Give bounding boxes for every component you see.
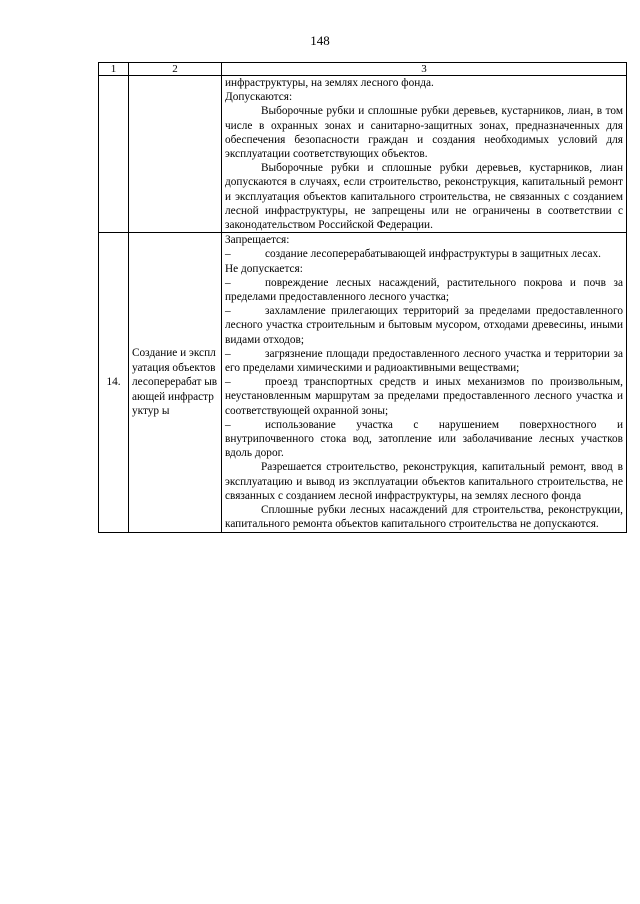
dash-marker: – <box>225 276 231 289</box>
dash-marker: – <box>225 376 231 389</box>
header-col-2: 2 <box>129 63 222 76</box>
row-activity-name: Создание и эксплуатация объектов лесоперерабат ывающей инфраструктур ы <box>129 233 222 532</box>
not-allowed-item-text: загрязнение площади предоставленного лесного участка и территории за его пределами химическими и радиоактивными веществами; <box>225 347 623 375</box>
header-col-1: 1 <box>99 63 129 76</box>
continuation-paragraph: Выборочные рубки и сплошные рубки деревьев, кустарников, лиан, в том числе в охранных зонах и санитарно-защитных зонах, предназначенных для обеспечения безопасности граждан и создания необходимых условий для эксплуатации соответствующих объектов. <box>225 105 623 161</box>
prohibited-item <box>225 247 623 261</box>
not-allowed-item-text: проезд транспортных средств и иных механизмов по произвольным, неустановленным маршрутам за пределами предоставленного лесного участка и соответствующей охранной зоны; <box>225 376 623 417</box>
not-allowed-item <box>225 418 623 461</box>
table-row-14 <box>99 233 627 532</box>
continuation-content-cell <box>222 76 627 233</box>
prohibited-item-text: создание лесоперерабатывающей инфраструктуры в защитных лесах. <box>265 248 601 261</box>
continuation-line: инфраструктуры, на землях лесного фонда. <box>225 77 434 89</box>
not-allowed-label: Не допускается: <box>225 262 303 275</box>
dash-marker: – <box>225 418 231 431</box>
row-requirements-cell <box>222 233 627 532</box>
not-allowed-item <box>225 375 623 418</box>
dash-marker: – <box>225 305 231 318</box>
page-number: 148 <box>310 33 330 48</box>
not-allowed-item-text: захламление прилегающих территорий за пределами предоставленного лесного участка строительным и бытовым мусором, отходами древесины, иными видами отходов; <box>225 305 623 346</box>
not-allowed-item-text: повреждение лесных насаждений, растительного покрова и почв за пределами предоставленного лесного участка; <box>225 276 623 304</box>
not-allowed-item <box>225 347 623 375</box>
continuation-name-cell <box>129 76 222 233</box>
prohibited-label: Запрещается: <box>225 234 290 247</box>
header-col-3: 3 <box>222 63 627 76</box>
clearcut-paragraph: Сплошные рубки лесных насаждений для строительства, реконструкции, капитального ремонта объектов капитального строительства не допускаются. <box>225 504 623 531</box>
allowed-paragraph: Разрешается строительство, реконструкция, капитальный ремонт, ввод в эксплуатацию и вывод из эксплуатации объектов капитального строительства, не связанных с созданием лесной инфраструктуры, на землях лесного фонда <box>225 461 623 502</box>
not-allowed-item <box>225 304 623 347</box>
table-row-continuation <box>99 76 627 233</box>
dash-marker: – <box>225 347 231 360</box>
row-number: 14. <box>99 233 129 532</box>
not-allowed-item <box>225 276 623 304</box>
dash-marker: – <box>225 248 231 261</box>
continuation-number-cell <box>99 76 129 233</box>
regulations-table <box>98 62 627 533</box>
continuation-line: Допускаются: <box>225 91 293 104</box>
continuation-paragraph: Выборочные рубки и сплошные рубки деревьев, кустарников, лиан допускаются в случаях, если строительство, реконструкция, капитальный ремонт и эксплуатация объектов капитального строительства, не связанных с созданием лесной инфраструктуры, не запрещены или не ограничены в соответствии с законодательством Российской Федерации. <box>225 162 623 232</box>
not-allowed-item-text: использование участка с нарушением поверхностного и внутрипочвенного стока вод, затопление или заболачивание лесных участков вдоль дорог. <box>225 418 623 460</box>
table-header-row <box>99 63 627 76</box>
